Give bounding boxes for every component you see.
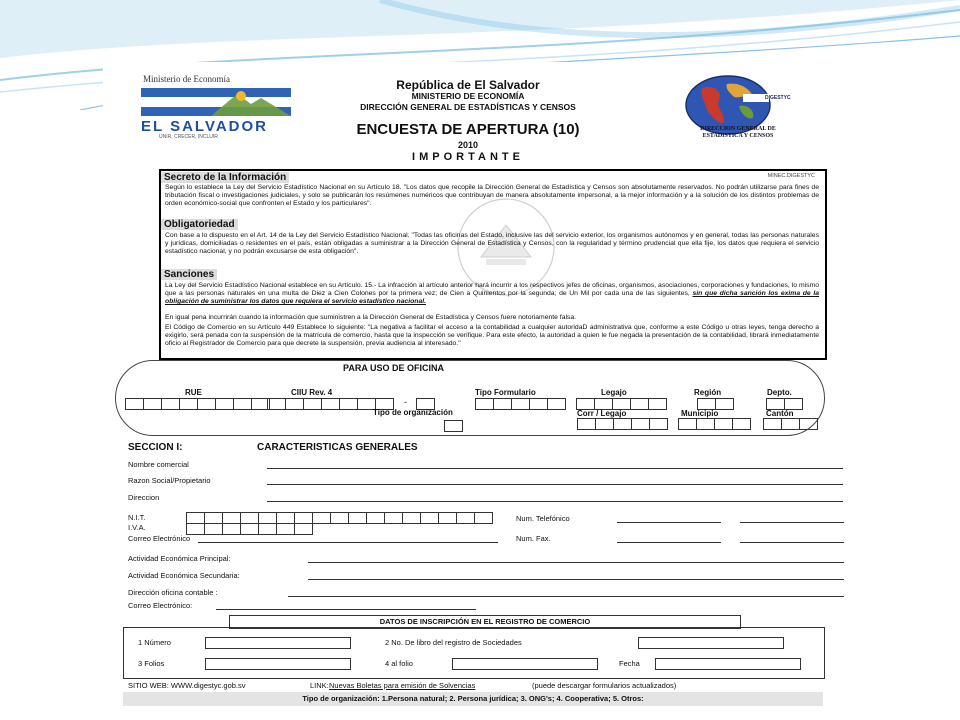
al-folio-input[interactable] bbox=[452, 658, 598, 670]
fecha-label: Fecha bbox=[619, 659, 640, 668]
fax-line-1[interactable] bbox=[617, 542, 721, 543]
canton-label: Cantón bbox=[766, 409, 794, 418]
fecha-input[interactable] bbox=[655, 658, 801, 670]
importante-label: IMPORTANTE bbox=[412, 151, 524, 163]
iva-label: I.V.A. bbox=[128, 523, 146, 532]
correo2-label: Correo Electrónico: bbox=[128, 601, 193, 610]
republica-title: República de El Salvador bbox=[396, 78, 540, 92]
rue-cells[interactable] bbox=[125, 398, 269, 410]
solvencias-link[interactable]: Nuevas Boletas para emisión de Solvencias bbox=[329, 681, 476, 690]
link-label: LINK: bbox=[310, 681, 329, 690]
seccion-number: SECCION I: bbox=[128, 442, 183, 453]
secreto-text: Según lo establece la Ley del Servicio Estadístico Nacional en su Artículo 18. "Los datos que recopile la Dirección General de Estadística y Censos son absolutamente reservados. No podrán utilizarse para fines de tributación fiscal o investigaciones judiciales, y solo se publicarán los resúmenes numéricos que contribuyan de manera absolutamente impersonal, a la mejor información y a la solución de los distintos problemas de orden económico-social que confronten el Estado y los particulares". bbox=[165, 184, 819, 207]
legajo-label: Legajo bbox=[601, 388, 627, 397]
tagline: UNIR, CRECER, INCLUIR bbox=[159, 134, 218, 140]
telefono-line-2[interactable] bbox=[740, 522, 844, 523]
nombre-comercial-label: Nombre comercial bbox=[128, 460, 189, 469]
sitio-web-label: SITIO WEB: WWW.digestyc.gob.sv bbox=[128, 681, 246, 690]
year-label: 2010 bbox=[457, 140, 479, 150]
folios-input[interactable] bbox=[205, 658, 351, 670]
telefono-line-1[interactable] bbox=[617, 522, 721, 523]
globe-caption-2: ESTADISTICA Y CENSOS bbox=[702, 133, 774, 139]
iva-cells[interactable] bbox=[186, 523, 312, 535]
numero-input[interactable] bbox=[205, 637, 351, 649]
region-label: Región bbox=[694, 388, 722, 397]
direccion-label: Direccion bbox=[128, 493, 160, 502]
legal-notice-box bbox=[159, 169, 827, 360]
el-salvador-wordmark: EL SALVADOR bbox=[141, 118, 269, 135]
municipio-label: Municipio bbox=[681, 409, 719, 418]
fax-label: Num. Fax. bbox=[516, 534, 551, 543]
al-folio-label: 4 al folio bbox=[385, 659, 413, 668]
obligatoriedad-text: Con base a lo dispuesto en el Art. 14 de la Ley del Servicio Estadístico Nacional. "Todas las oficinas del Estado, inclusive las del servicio exterior, los organismos autónomos y en general, todas las personas naturales y jurídicas, domiciliadas o residentes en el país, están obligadas a suministrar a la Dirección General de Estadística y Censos, con la regularidad y término prudencial que ella fije, los datos que requiera el servicio estadístico nacional, y no podrán excusarse de esta obligación". bbox=[165, 232, 819, 255]
libro-input[interactable] bbox=[638, 637, 784, 649]
sanciones-heading: Sanciones bbox=[161, 269, 217, 280]
depto-label: Depto. bbox=[767, 388, 792, 397]
libro-label: 2 No. De libro del registro de Sociedades bbox=[385, 638, 522, 647]
actividad-secundaria-label: Actividad Económica Secundaria: bbox=[128, 571, 240, 580]
sanciones-text bbox=[161, 282, 823, 306]
rue-label: RUE bbox=[185, 388, 202, 397]
corr-legajo-label: Corr / Legajo bbox=[577, 409, 627, 418]
sanciones-text-underlined: sin que dicha sanción los exima de la obligación de suministrar los datos que requiera el servicio estadístico nacional. bbox=[165, 290, 820, 305]
direccion-contable-label: Dirección oficina contable : bbox=[128, 588, 218, 597]
nit-label: N.I.T. bbox=[128, 513, 146, 522]
telefono-label: Num. Telefónico bbox=[516, 514, 570, 523]
direccion-contable-line[interactable] bbox=[288, 596, 844, 597]
canton-cells[interactable] bbox=[763, 418, 817, 430]
ministerio-label: Ministerio de Economía bbox=[143, 74, 230, 84]
tipo-org-label: Tipo de organización bbox=[373, 408, 453, 417]
codigo-comercio-text: El Código de Comercio en su Artículo 449 Establece lo siguiente: "La negativa a facilitar el acceso a la contabilidad a cualquier autoridaD administrativa que, conforme a este Código u otras leyes, tenga derecho a exigirlo, será penada con la suspensión de la matrícula de comercio, hasta que la inspección se verifique. Para este efecto, la autoridad a quien le fue negada la presentación de la contabilidad, librará inmediatamente oficio al Registrador de Comercio para que decrete la suspensión, previa audiencia al interesado." bbox=[165, 324, 819, 347]
correo-label: Correo Electrónico bbox=[128, 534, 191, 543]
actividad-secundaria-line[interactable] bbox=[308, 579, 844, 580]
razon-social-label: Razon Social/Propietario bbox=[128, 476, 211, 485]
ministerio-heading: MINISTERIO DE ECONOMÍA bbox=[411, 91, 525, 101]
registro-box bbox=[123, 627, 825, 679]
sanciones-text-b: En igual pena incurrirán cuando la información que suministren a la Dirección General de Estadística y Censos fuere notoriamente falsa. bbox=[165, 314, 577, 321]
actividad-principal-line[interactable] bbox=[308, 562, 844, 563]
folios-label: 3 Folios bbox=[138, 659, 165, 668]
survey-document bbox=[103, 62, 903, 720]
flag-mountain-icon bbox=[141, 86, 291, 120]
secreto-heading: Secreto de la Información bbox=[161, 172, 289, 183]
direccion-heading: DIRECCIÓN GENERAL DE ESTADÍSTICAS Y CENSOS bbox=[360, 102, 576, 112]
fax-line-2[interactable] bbox=[740, 542, 844, 543]
correo-line[interactable] bbox=[198, 542, 498, 543]
numero-label: 1 Número bbox=[138, 638, 171, 647]
corr-legajo-cells[interactable] bbox=[577, 418, 667, 430]
actividad-principal-label: Actividad Económica Principal: bbox=[128, 554, 231, 563]
ciiu-label: CIIU Rev. 4 bbox=[291, 388, 333, 397]
nombre-comercial-line[interactable] bbox=[267, 468, 843, 469]
municipio-cells[interactable] bbox=[678, 418, 750, 430]
digestyc-badge: DIGESTYC bbox=[765, 95, 791, 101]
link-note: (puede descargar formularios actualizados) bbox=[532, 681, 677, 690]
direccion-line[interactable] bbox=[267, 501, 843, 502]
tipo-formulario-cells[interactable] bbox=[475, 398, 565, 410]
obligatoriedad-heading: Obligatoriedad bbox=[161, 219, 238, 230]
razon-social-line[interactable] bbox=[267, 484, 843, 485]
globe-caption-1: DIRECCION GENERAL DE bbox=[700, 126, 776, 132]
tipo-org-cell[interactable] bbox=[444, 420, 462, 432]
seccion-title: CARACTERISTICAS GENERALES bbox=[257, 442, 418, 453]
office-use-title: PARA USO DE OFICINA bbox=[343, 363, 445, 373]
sanciones-text-a: La Ley del Servicio Estadístico Nacional establece en su Artículo. 15.- La infracción al artículo anterior hará incurrir a los respectivos jefes de oficinas, organismos, asociaciones, corporaciones y fundaciones, lo mismo que a las personas naturales en una multa de Diez a Cien Colones por la primera vez; de Cien a Quinientos por la segunda; de Un Mil por cada una de las siguientes, bbox=[165, 282, 819, 297]
encuesta-title: ENCUESTA DE APERTURA (10) bbox=[356, 121, 580, 138]
correo2-line[interactable] bbox=[216, 609, 476, 610]
ciiu-dash: - bbox=[404, 397, 407, 407]
ministerio-logo bbox=[141, 72, 301, 144]
tipo-formulario-label: Tipo Formulario bbox=[475, 388, 536, 397]
tipo-organizacion-footer: Tipo de organización: 1.Persona natural; 2. Persona jurídica; 3. ONG's; 4. Cooperativa; 5. Otros: bbox=[123, 692, 823, 706]
registro-title: DATOS DE INSCRIPCIÓN EN EL REGISTRO DE COMERCIO bbox=[229, 615, 741, 629]
minec-label: MINEC.DIGESTYC bbox=[767, 173, 815, 179]
